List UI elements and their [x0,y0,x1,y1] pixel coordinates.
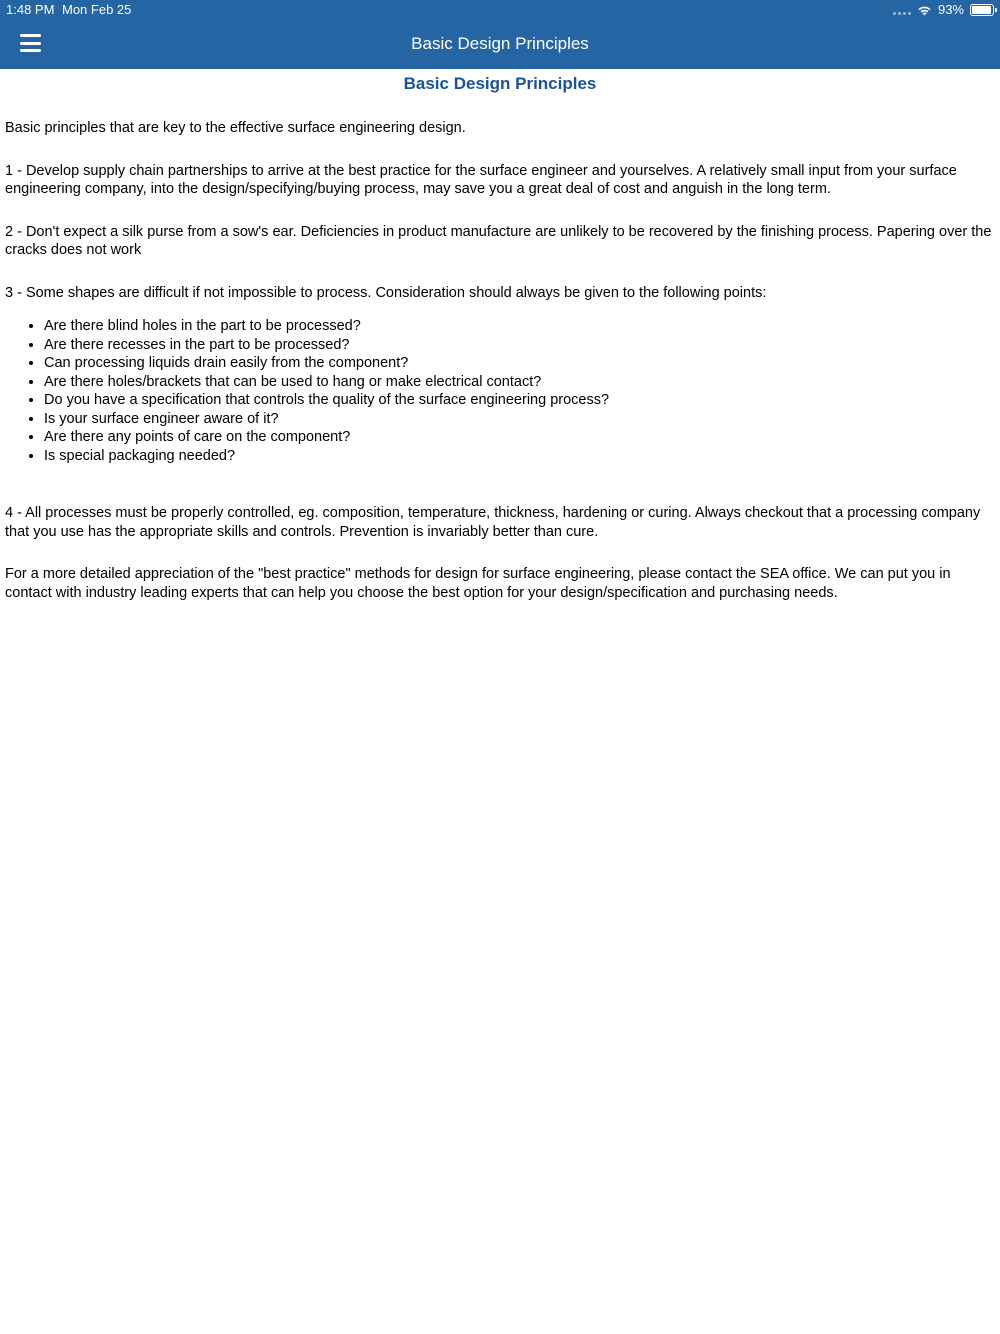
navigation-bar [0,20,1000,69]
list-item: • Are there holes/brackets that can be used to hang or make electrical contact? [44,373,995,392]
consideration-list [44,317,995,465]
list-item: • Is special packaging needed? [44,447,995,466]
list-item: • Are there blind holes in the part to be processed? [44,317,995,336]
header [0,0,1000,69]
battery-percent: 93% [937,2,964,17]
article-content [5,73,995,626]
list-item: • Is your surface engineer aware of it? [44,410,995,429]
list-item: • Do you have a specification that controls the quality of the surface engineering process? [44,391,995,410]
cellular-signal-icon [893,5,911,15]
principle-3: 3 - Some shapes are difficult if not impossible to process. Consideration should always be given to the following points: [5,284,767,301]
list-item: • Can processing liquids drain easily from the component? [44,354,995,373]
status-time: 1:48 PM [6,2,55,17]
battery-icon [970,4,994,16]
battery-level [972,6,991,14]
wifi-icon [917,5,932,16]
principle-1: 1 - Develop supply chain partnerships to arrive at the best practice for the surface engineer and yourselves. A relatively small input from your surface engineering company, into the design/specifying/buying process, may save you a great deal of cost and anguish in the long term. [5,162,957,197]
principle-2: 2 - Don't expect a silk purse from a sow's ear. Deficiencies in product manufacture are unlikely to be recovered by the finishing process. Papering over the cracks does not work [5,223,992,258]
status-bar [0,0,1000,20]
closing-paragraph: For a more detailed appreciation of the "best practice" methods for design for surface engineering, please contact the SEA office. We can put you in contact with industry leading experts that can help you choose the best option for your design/specification and purchasing needs. [5,566,951,601]
list-item: • Are there any points of care on the component? [44,428,995,447]
nav-title: Basic Design Principles [411,34,589,53]
intro-paragraph: Basic principles that are key to the effective surface engineering design. [5,120,466,136]
page-heading: Basic Design Principles [403,74,597,93]
status-indicators [893,0,994,20]
list-item: • Are there recesses in the part to be processed? [44,336,995,355]
principle-4: 4 - All processes must be properly controlled, eg. composition, temperature, thickness, hardening or curing. Always checkout that a processing company that you use has the appropriate skills and controls. Prevention is invariably better than cure. [5,505,981,540]
status-date: Mon Feb 25 [62,2,132,17]
